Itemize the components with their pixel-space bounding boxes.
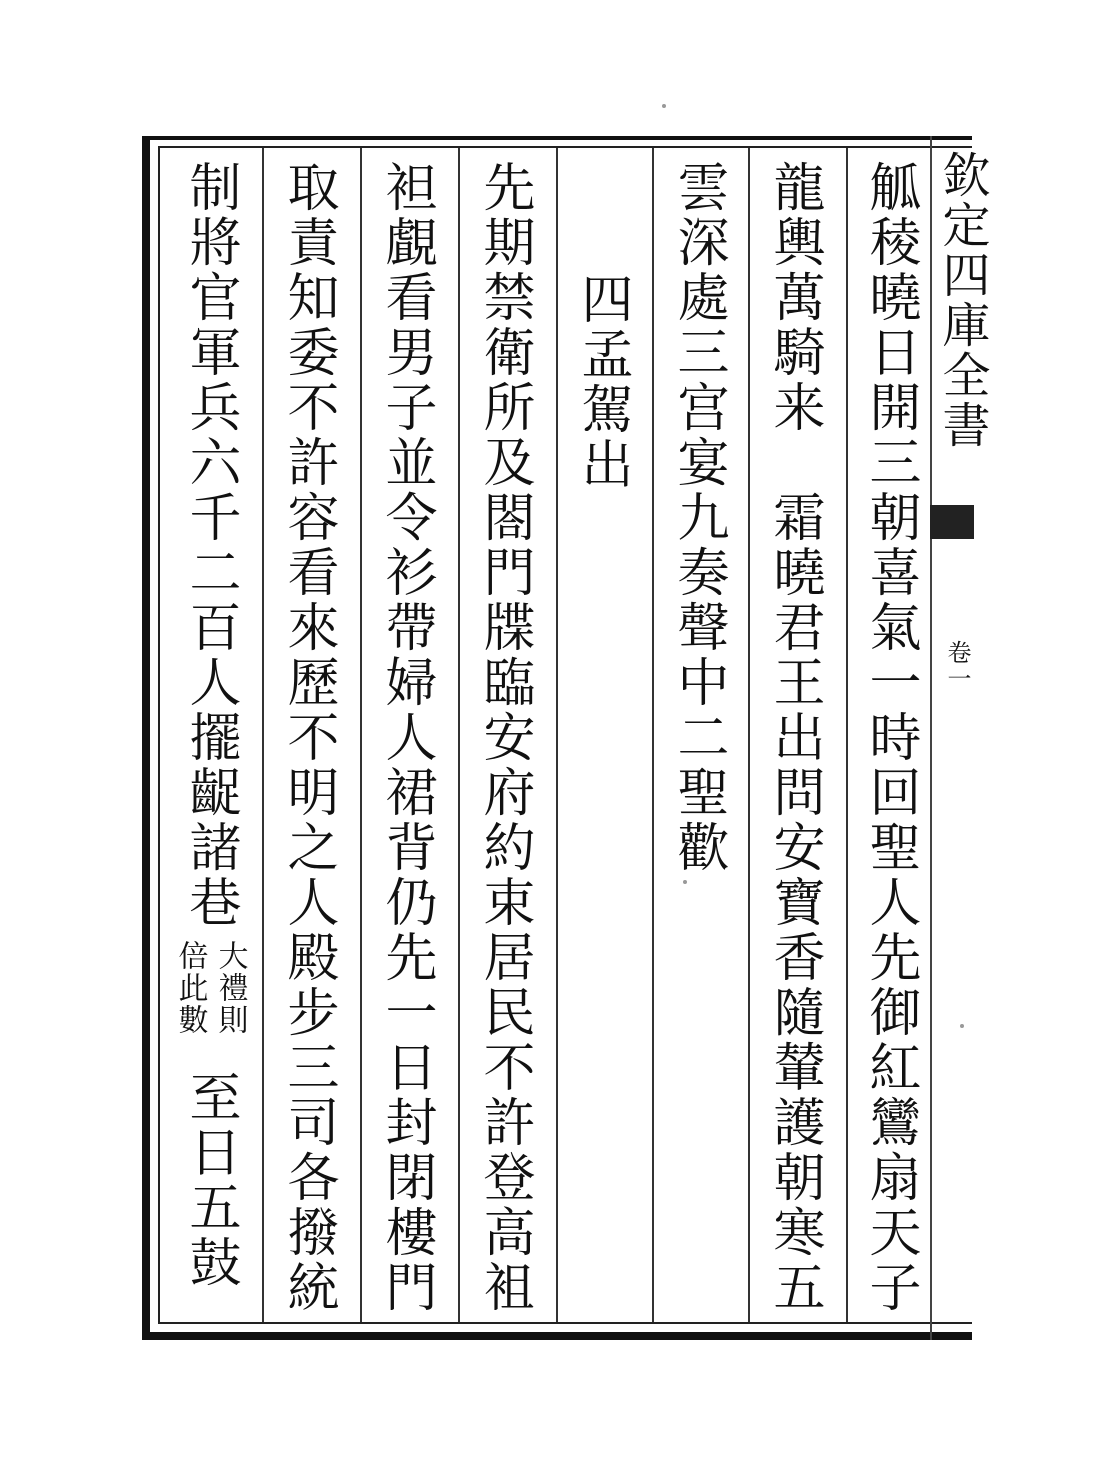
- text-column-8-end: 至日五鼓: [180, 1070, 240, 1290]
- column-rule: [556, 148, 558, 1322]
- fish-tail-mark: [930, 505, 974, 539]
- section-heading: 四孟駕出: [572, 272, 632, 492]
- column-rule: [262, 148, 264, 1322]
- text-column-2: 龍輿萬騎来 霜曉君王出問安寶香隨輦護朝寒五: [764, 160, 824, 1315]
- column-rule: [748, 148, 750, 1322]
- column-rule: [846, 148, 848, 1322]
- column-rule: [360, 148, 362, 1322]
- margin-title: 欽定四庫全書: [934, 150, 990, 450]
- annotation-right: 大禮則: [212, 940, 248, 1036]
- text-column-5: 先期禁衛所及閤門牒臨安府約束居民不許登高袓: [474, 160, 534, 1315]
- text-column-3: 雲深處三宫宴九奏聲中二聖歡: [668, 160, 728, 875]
- text-column-8-main: 制將官軍兵六千二百人擺齪諸巷: [180, 160, 240, 930]
- text-column-1: 觚稜曉日開三朝喜氣一時回聖人先御紅鸞扇天子: [860, 160, 920, 1315]
- scan-speck: [683, 880, 687, 884]
- scan-speck: [662, 104, 666, 108]
- text-column-7: 取責知委不許容看來歷不明之人殿步三司各撥統: [278, 160, 338, 1315]
- column-rule: [652, 148, 654, 1322]
- margin-juan: 卷一: [943, 640, 971, 692]
- text-column-6: 袒覰看男子並令衫帶婦人裙背仍先一日封閉樓門: [376, 160, 436, 1315]
- annotation-left: 倍此數: [172, 940, 208, 1036]
- column-rule: [458, 148, 460, 1322]
- scan-speck: [960, 1024, 964, 1028]
